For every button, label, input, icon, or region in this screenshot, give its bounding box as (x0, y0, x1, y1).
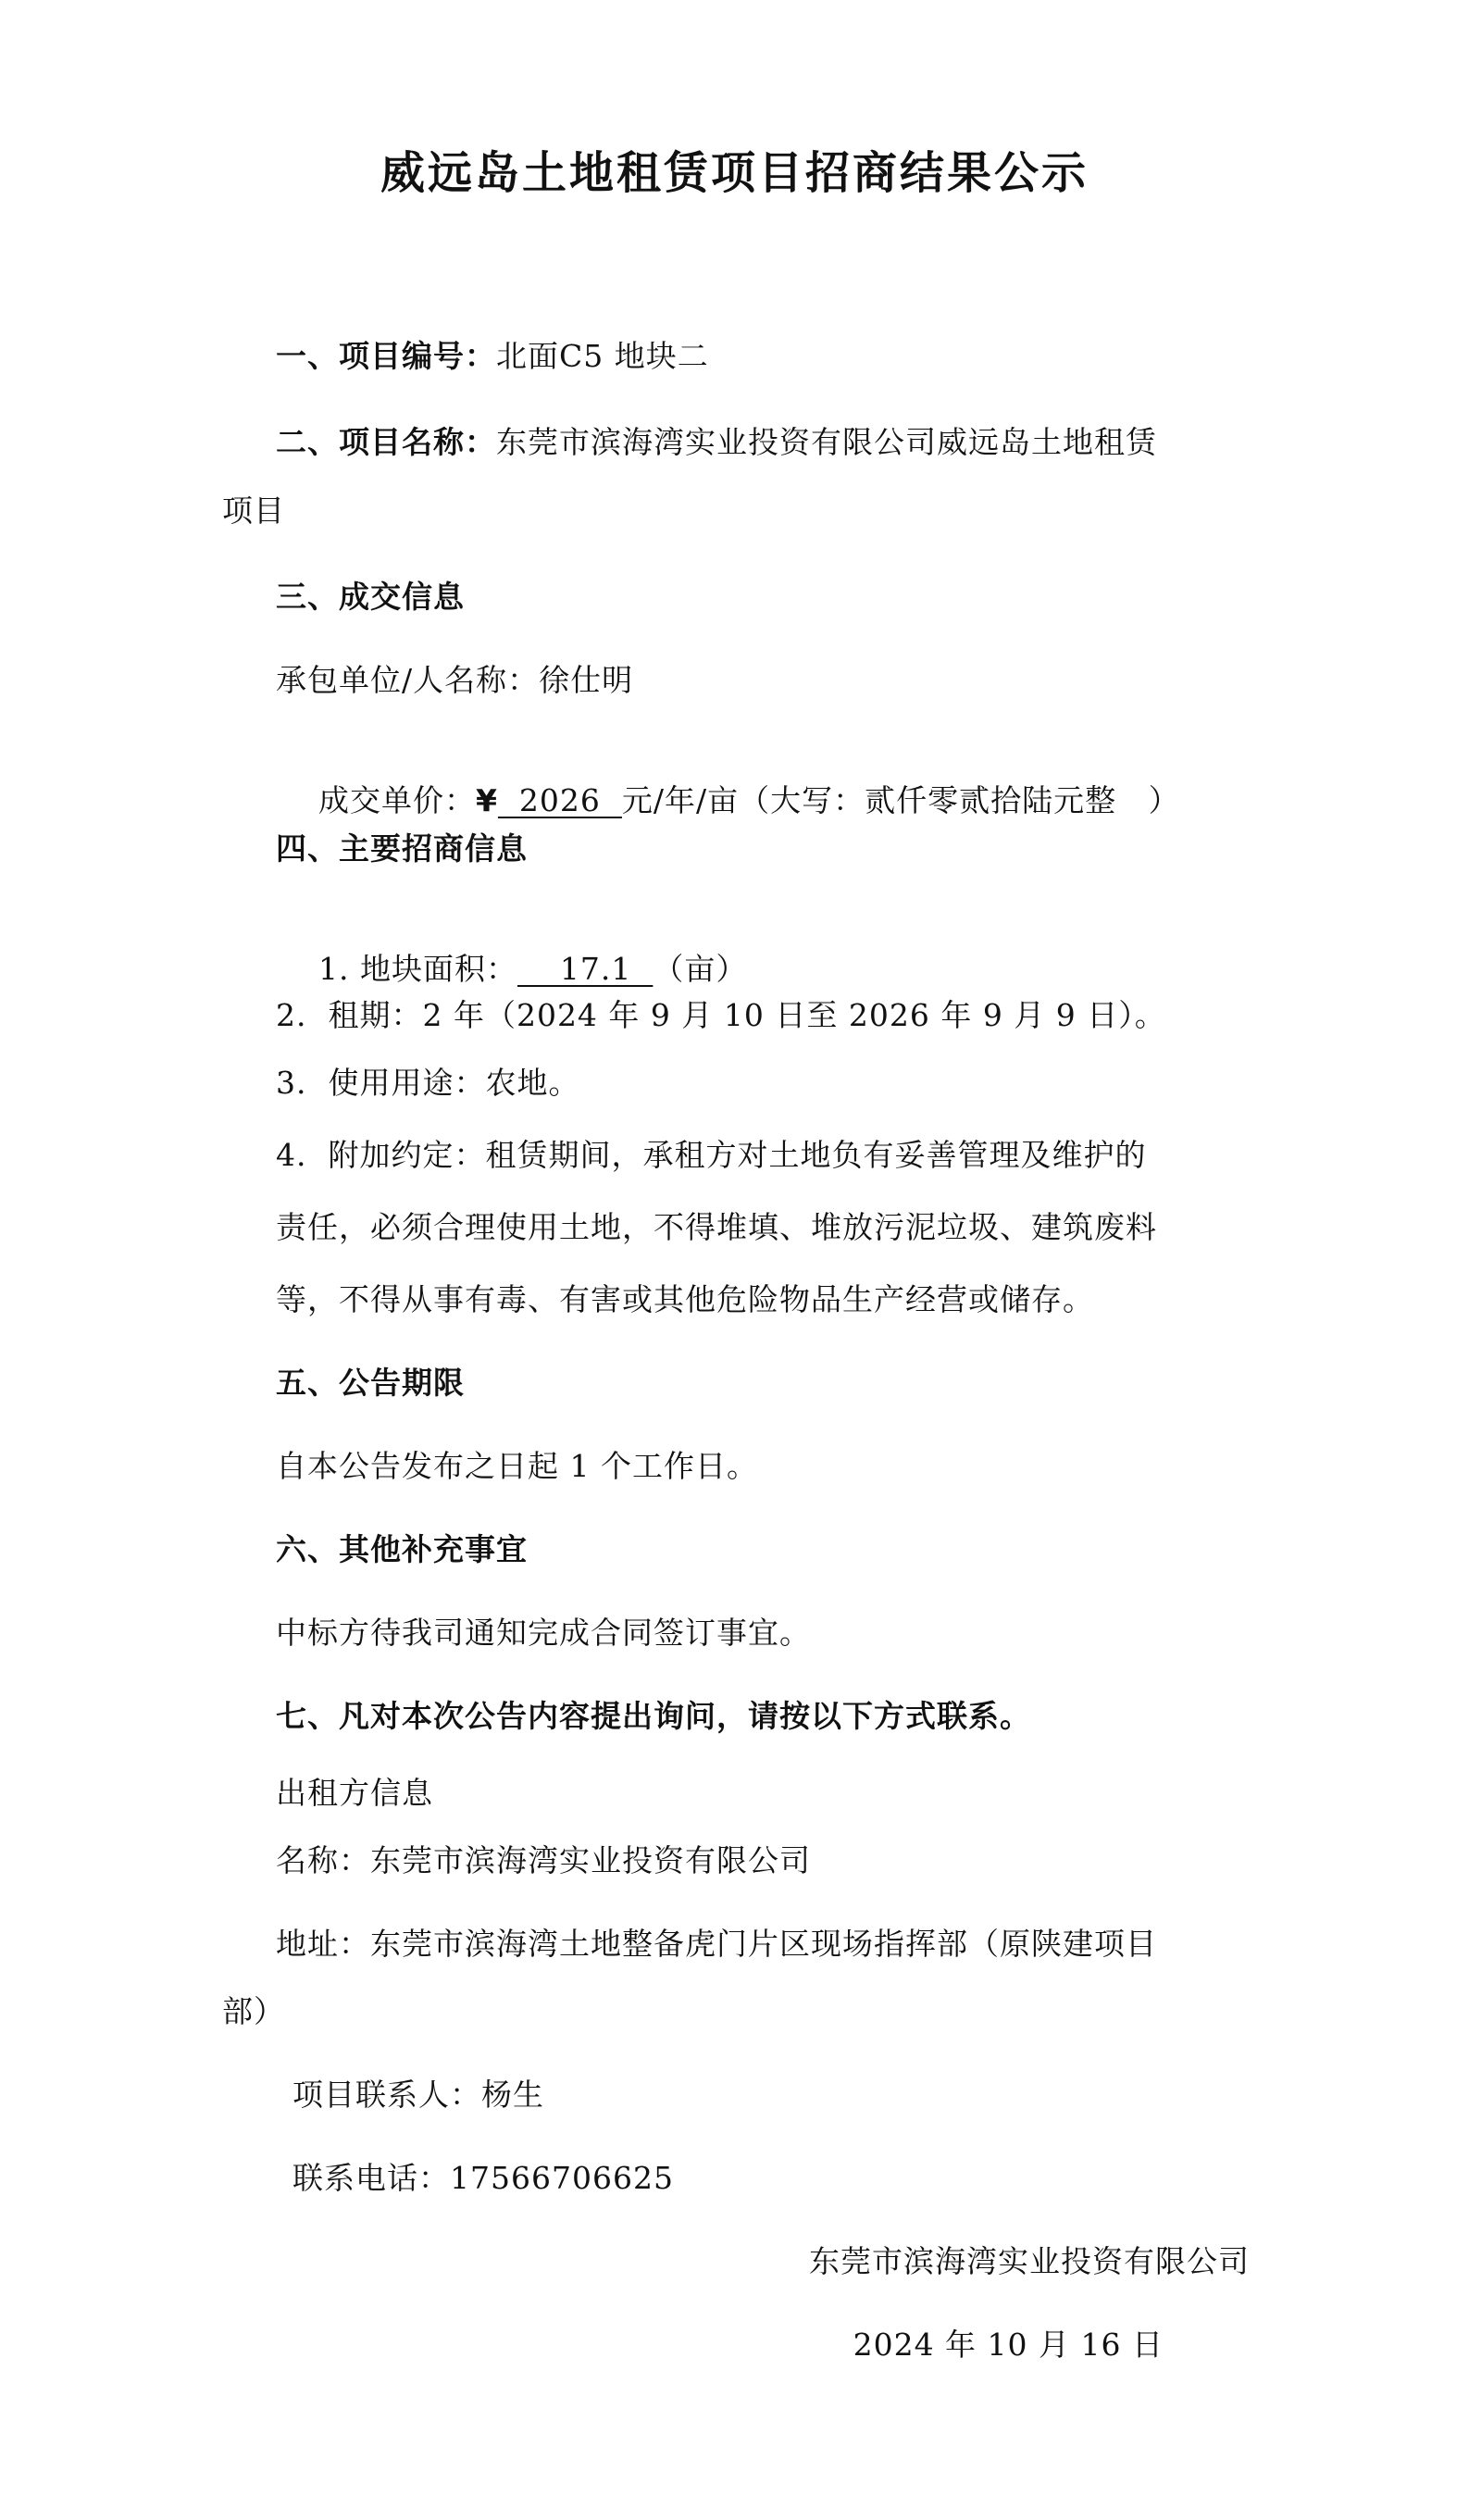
project-name-value: 东莞市滨海湾实业投资有限公司威远岛土地租赁 (496, 424, 1157, 460)
contractor-line (276, 662, 633, 699)
plot-area-label: 1. 地块面积： (317, 951, 517, 987)
project-number-label: 一、项目编号： (276, 338, 496, 374)
contractor-name: 徐仕明 (539, 662, 634, 698)
lessor-address-line-2: 部） (222, 1993, 285, 2029)
contact-phone-line: 联系电话：17566706625 (293, 2160, 674, 2196)
main-info-heading: 四、主要招商信息 (276, 830, 528, 867)
project-number-line (276, 338, 709, 375)
price-label: 成交单价： (317, 782, 476, 818)
additional-terms-line-2: 责任，必须合理使用土地，不得堆填、堆放污泥垃圾、建筑废料 (276, 1209, 1157, 1245)
signature-date: 2024 年 10 月 16 日 (853, 2327, 1164, 2363)
plot-area-unit: （亩） (653, 951, 748, 987)
lessor-name-line: 名称：东莞市滨海湾实业投资有限公司 (276, 1842, 811, 1878)
project-name-continuation: 项目 (222, 493, 285, 529)
contact-person-line: 项目联系人：杨生 (293, 2077, 544, 2113)
lessor-address-line-1: 地址：东莞市滨海湾土地整备虎门片区现场指挥部（原陕建项目 (276, 1926, 1157, 1962)
lease-term-line: 2. 租期：2 年（2024 年 9 月 10 日至 2026 年 9 月 9 日）。 (276, 997, 1166, 1033)
land-use-line: 3. 使用用途：农地。 (276, 1065, 580, 1101)
plot-area-value: 17.1 (517, 951, 654, 987)
additional-terms-line-1: 4. 附加约定：租赁期间，承租方对土地负有妥善管理及维护的 (276, 1137, 1147, 1173)
contractor-label: 承包单位/人名称： (276, 662, 540, 698)
signature-company: 东莞市滨海湾实业投资有限公司 (809, 2243, 1250, 2279)
lessor-info-label: 出租方信息 (276, 1775, 433, 1811)
project-number-value: 北面C5 地块二 (496, 338, 709, 374)
other-matters-heading: 六、其他补充事宜 (276, 1531, 528, 1567)
price-value: 2026 (497, 782, 622, 818)
other-matters-text: 中标方待我司通知完成合同签订事宜。 (276, 1615, 811, 1651)
notice-period-heading: 五、公告期限 (276, 1365, 465, 1401)
notice-period-text: 自本公告发布之日起 1 个工作日。 (276, 1448, 758, 1484)
page-title: 威远岛土地租赁项目招商结果公示 (380, 147, 1089, 199)
project-name-line (276, 424, 1157, 461)
additional-terms-line-3: 等，不得从事有毒、有害或其他危险物品生产经营或储存。 (276, 1281, 1094, 1317)
currency-symbol: ¥ (475, 782, 498, 818)
contact-heading: 七、凡对本次公告内容提出询问，请按以下方式联系。 (276, 1698, 1031, 1734)
deal-info-heading: 三、成交信息 (276, 579, 465, 615)
project-name-label: 二、项目名称： (276, 424, 496, 460)
price-unit: 元/年/亩（大写：贰仟零贰拾陆元整 ） (621, 782, 1180, 818)
